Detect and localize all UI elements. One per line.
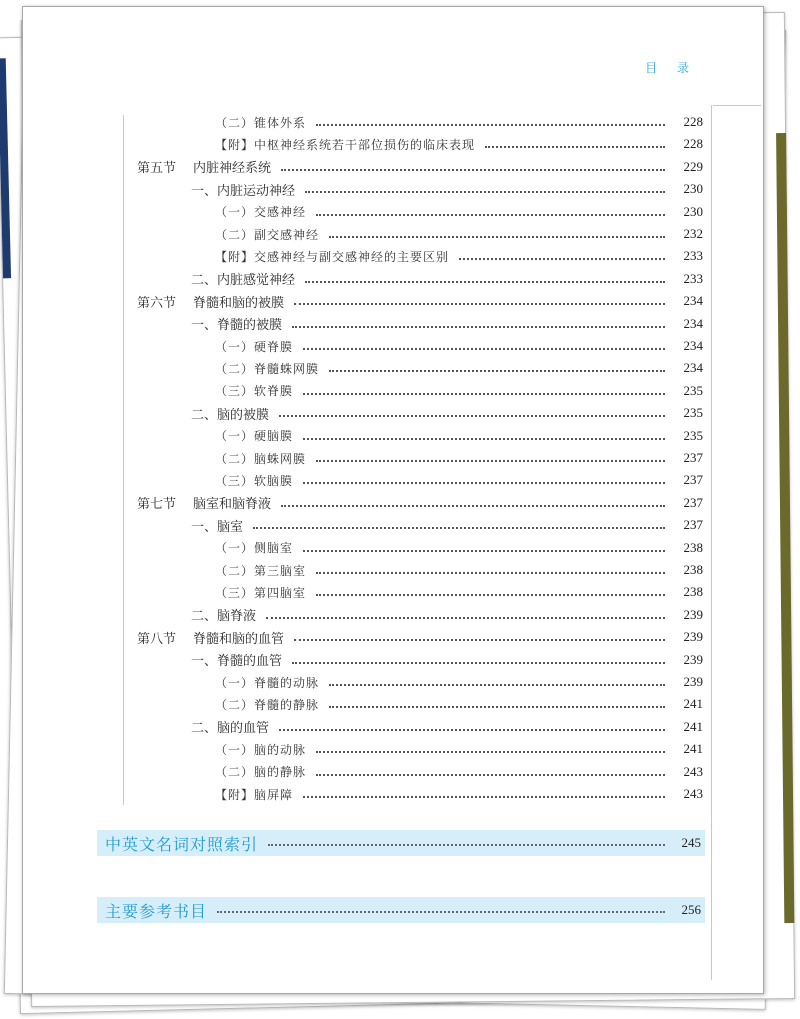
section-number: 第五节: [137, 161, 177, 177]
margin-rule-cap: [713, 105, 761, 106]
page-number: 230: [683, 181, 703, 197]
toc-item[interactable]: [215, 693, 703, 715]
dot-leader: [303, 796, 665, 798]
page-number: 228: [683, 136, 703, 152]
entry-label: （一）脑的动脉: [215, 742, 307, 757]
entry-label: 一、脊髓的血管: [191, 654, 283, 670]
page-number: 234: [683, 293, 703, 309]
entry-label: （二）锥体外系: [215, 115, 307, 130]
dot-leader: [329, 684, 665, 686]
toc-item[interactable]: [215, 671, 703, 693]
entry-label: （二）第三脑室: [215, 563, 307, 578]
dot-leader: [294, 639, 665, 641]
toc-entry-title: [215, 763, 306, 780]
page-number: 239: [683, 674, 703, 689]
page-number: 239: [683, 629, 703, 645]
toc-section[interactable]: [137, 290, 703, 312]
toc-entry-title: [191, 314, 282, 333]
dot-leader: [281, 505, 665, 507]
dot-leader: [459, 258, 665, 260]
toc-item[interactable]: [215, 380, 703, 402]
page-number: 235: [683, 382, 703, 398]
page-number: 238: [683, 562, 703, 577]
page-number: 256: [681, 902, 701, 917]
toc-entry-title: [191, 650, 282, 669]
toc-item[interactable]: [215, 133, 703, 155]
dot-leader: [294, 303, 665, 305]
entry-label: （二）副交感神经: [215, 227, 320, 242]
page-number: 237: [683, 450, 703, 465]
toc-entry-title: [215, 427, 293, 444]
dot-leader: [316, 774, 665, 776]
toc-section[interactable]: [137, 492, 703, 514]
toc-entry-title: [191, 717, 269, 736]
page-number: 232: [683, 226, 703, 241]
entry-label: （二）脊髓蛛网膜: [215, 361, 320, 376]
page-number: 237: [683, 472, 703, 488]
page-number: 233: [683, 248, 703, 264]
page-number: 234: [683, 360, 703, 376]
section-number: 第七节: [137, 497, 177, 513]
entry-label: （一）侧脑室: [215, 541, 294, 556]
toc-entry-title: [215, 696, 319, 713]
entry-label: 二、脑脊液: [191, 609, 257, 625]
page-number: 235: [683, 427, 703, 443]
dot-leader: [316, 124, 665, 126]
appendix-title: 中英文名词对照索引: [105, 834, 259, 854]
toc-section[interactable]: [137, 156, 703, 178]
toc-entry-title: [191, 516, 243, 535]
entry-label: （一）交感神经: [215, 205, 307, 220]
toc-item[interactable]: [215, 537, 703, 559]
toc-entry-title: [137, 493, 271, 512]
dot-leader: [292, 326, 665, 328]
toc-entry-title: [215, 562, 306, 579]
page-number: 239: [683, 651, 703, 667]
indent-rule: [123, 115, 124, 805]
toc-item[interactable]: [215, 245, 703, 267]
entry-label: 脑室和脑脊液: [193, 497, 272, 513]
dot-leader: [268, 844, 665, 846]
toc-section[interactable]: [137, 626, 703, 648]
page-number: 229: [683, 158, 703, 174]
toc-entry-title: [215, 786, 293, 803]
toc-entry-title: [191, 180, 295, 199]
toc-entry-title: [137, 157, 271, 176]
entry-label: （二）脑蛛网膜: [215, 451, 307, 466]
toc-subsection[interactable]: [191, 402, 703, 424]
page-number: 235: [683, 405, 703, 421]
toc-entry-title: [215, 584, 306, 601]
toc-item[interactable]: [215, 469, 703, 491]
dot-leader: [281, 169, 665, 171]
page-number: 241: [683, 741, 703, 757]
entry-label: 二、内脏感觉神经: [191, 273, 296, 289]
entry-label: （三）第四脑室: [215, 585, 307, 600]
entry-label: 一、脑室: [191, 519, 244, 535]
toc-subsection[interactable]: [191, 604, 703, 626]
entry-label: 脊髓和脑的被膜: [193, 295, 285, 311]
dot-leader: [279, 729, 665, 731]
entry-label: （三）软脊膜: [215, 384, 294, 399]
page-number: 234: [683, 315, 703, 331]
dot-leader: [329, 370, 665, 372]
toc-entry-title: [215, 360, 319, 377]
dot-leader: [303, 348, 665, 350]
toc-appendix-entry[interactable]: [97, 830, 705, 856]
toc-entry-title: [137, 292, 284, 311]
appendix-title: 主要参考书目: [105, 901, 208, 921]
toc-entry-title: [215, 136, 475, 153]
toc-item[interactable]: [215, 335, 703, 357]
entry-label: 一、脊髓的被膜: [191, 318, 283, 334]
entry-label: 内脏神经系统: [193, 161, 272, 177]
toc-entry-title: [215, 382, 293, 399]
toc-subsection[interactable]: [191, 514, 703, 536]
page-number: 238: [683, 584, 703, 600]
dot-leader: [303, 438, 665, 440]
dot-leader: [253, 527, 665, 529]
toc-item[interactable]: [215, 559, 703, 581]
toc-entry-title: [215, 248, 449, 265]
page-number: 228: [683, 114, 703, 129]
dot-leader: [292, 662, 665, 664]
dot-leader: [217, 911, 665, 913]
dot-leader: [316, 594, 665, 596]
toc-entry-title: [191, 269, 295, 288]
page-number: 233: [683, 270, 703, 286]
margin-rule: [711, 105, 712, 980]
entry-label: 一、内脏运动神经: [191, 183, 296, 199]
entry-label: （一）脊髓的动脉: [215, 675, 320, 690]
page-number: 241: [683, 718, 703, 734]
toc-appendix-entry[interactable]: [97, 897, 705, 923]
dot-leader: [329, 236, 665, 238]
dot-leader: [303, 393, 665, 395]
toc-entry-title: [215, 741, 306, 758]
toc-subsection[interactable]: [191, 178, 703, 200]
page-number: 237: [683, 517, 703, 533]
toc-item[interactable]: [215, 357, 703, 379]
toc-item[interactable]: [215, 425, 703, 447]
page-number: 234: [683, 338, 703, 353]
page-number: 245: [681, 835, 701, 850]
toc-item[interactable]: [215, 201, 703, 223]
entry-label: 二、脑的血管: [191, 721, 270, 737]
toc-subsection[interactable]: [191, 649, 703, 671]
toc-item[interactable]: [215, 581, 703, 603]
sheet-edge: [0, 58, 11, 278]
dot-leader: [279, 415, 665, 417]
toc-subsection[interactable]: [191, 716, 703, 738]
entry-label: 脊髓和脑的血管: [193, 631, 285, 647]
section-number: 第六节: [137, 295, 177, 311]
toc-subsection[interactable]: [191, 313, 703, 335]
entry-label: （一）硬脑膜: [215, 429, 294, 444]
dot-leader: [316, 751, 665, 753]
page-header: 目 录: [645, 61, 697, 75]
page-number: 238: [683, 539, 703, 555]
toc-entry-title: [215, 338, 293, 355]
toc-entry-title: [215, 472, 293, 489]
toc-entry-title: [137, 628, 284, 647]
toc-entry-title: [215, 114, 306, 131]
toc-entry-title: [215, 203, 306, 220]
page-number: 243: [683, 763, 703, 779]
toc-entry-title: [215, 226, 319, 243]
dot-leader: [266, 617, 665, 619]
toc-entry-title: [215, 450, 306, 467]
dot-leader: [316, 214, 665, 216]
dot-leader: [316, 460, 665, 462]
page-number: 243: [683, 786, 703, 801]
toc-entry-title: [191, 605, 256, 624]
entry-label: 【附】中枢神经系统若干部位损伤的临床表现: [215, 137, 476, 152]
entry-label: （三）软脑膜: [215, 473, 294, 488]
entry-label: （二）脑的静脉: [215, 765, 307, 780]
book-spine: [776, 133, 794, 923]
dot-leader: [329, 706, 665, 708]
section-number: 第八节: [137, 631, 177, 647]
toc-item[interactable]: [215, 447, 703, 469]
dot-leader: [316, 572, 665, 574]
toc-subsection[interactable]: [191, 268, 703, 290]
entry-label: （一）硬脊膜: [215, 339, 294, 354]
toc-page: [22, 6, 764, 994]
page-number: 230: [683, 203, 703, 219]
dot-leader: [303, 550, 665, 552]
dot-leader: [485, 146, 665, 148]
toc-item[interactable]: [215, 111, 703, 133]
toc-item[interactable]: [215, 738, 703, 760]
toc-item[interactable]: [215, 223, 703, 245]
toc-entry-title: [215, 539, 293, 556]
entry-label: 二、脑的被膜: [191, 407, 270, 423]
page-number: 239: [683, 606, 703, 622]
entry-label: 【附】脑屏障: [215, 787, 294, 802]
page-number: 241: [683, 696, 703, 712]
toc-item[interactable]: [215, 761, 703, 783]
page-number: 237: [683, 494, 703, 510]
toc-item[interactable]: [215, 783, 703, 805]
entry-label: （二）脊髓的静脉: [215, 697, 320, 712]
toc-entry-title: [191, 404, 269, 423]
dot-leader: [305, 281, 665, 283]
dot-leader: [305, 191, 665, 193]
toc-entry-title: [215, 674, 319, 691]
dot-leader: [303, 482, 665, 484]
entry-label: 【附】交感神经与副交感神经的主要区别: [215, 249, 450, 264]
